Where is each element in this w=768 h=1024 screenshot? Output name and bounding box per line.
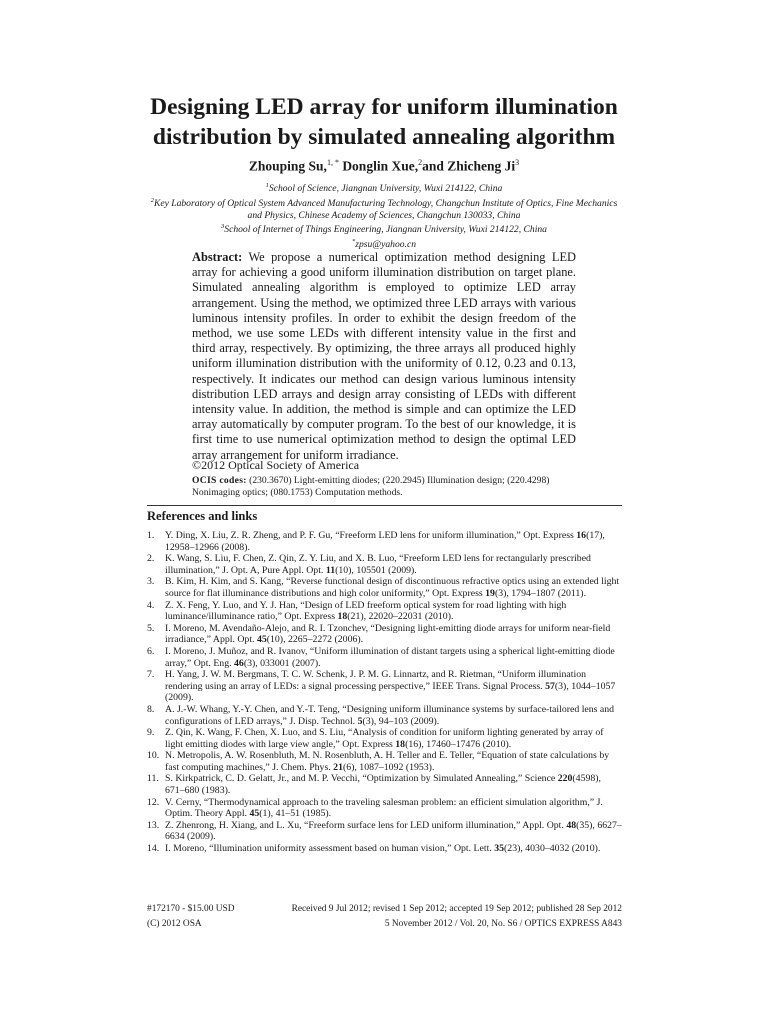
reference-item — [147, 750, 622, 773]
reference-number: 10. — [147, 750, 160, 762]
reference-pages: (10), 2265–2272 (2006). — [266, 634, 364, 646]
reference-number: 4. — [147, 599, 155, 611]
abstract-text: We propose a numerical optimization method designing LED array for achieving a good uniform illumination distribution on target plane. Simulated annealing algorithm is employed to optimize LED array arrangement. Using the method, we optimized three LED arrays with various luminous intensity profiles. In order to exhibit the design freedom of the method, we use some LEDs with different intensity value in the first and third array, respectively. By optimizing, the three arrays all produced highly uniform illumination distribution with the uniformity of 0.12, 0.23 and 0.13, respectively. It indicates our method can design various luminous intensity distribution LED arrays and design array consisting of LEDs with different intensity value. In addition, the method is simple and can optimize the LED array automatically by computer program. To the best of our knowledge, it is first time to use numerical optimization method to design the optimal LED array arrangement for uniform irradiance. — [192, 250, 576, 462]
paper-title — [100, 92, 668, 152]
reference-text: Z. X. Feng, Y. Luo, and Y. J. Han, “Design of LED freeform optical system for road lighting with high luminance/illuminance ratio,” Opt. Express — [165, 599, 567, 623]
reference-volume: 48 — [566, 819, 577, 831]
reference-item — [147, 843, 622, 855]
reference-pages: (3), 94–103 (2009). — [362, 715, 440, 727]
reference-text: N. Metropolis, A. W. Rosenbluth, M. N. Rosenbluth, A. H. Teller and E. Teller, “Equation of state calculations by fast computing machines,” J. Chem. Phys. — [165, 750, 610, 773]
reference-item — [147, 553, 622, 576]
reference-item — [147, 669, 622, 704]
reference-volume: 16 — [576, 530, 587, 541]
abstract — [192, 250, 576, 463]
reference-number: 7. — [147, 669, 155, 681]
reference-pages: (6), 1087–1092 (1953). — [342, 761, 435, 773]
reference-pages: (35), 6627–6634 (2009). — [165, 819, 622, 843]
author-3: and Zhicheng Ji — [422, 158, 516, 174]
affiliation-2-sup: 2 — [150, 196, 154, 204]
reference-item — [147, 820, 622, 843]
reference-pages: (10), 105501 (2009). — [335, 564, 417, 576]
reference-number: 5. — [147, 622, 155, 634]
reference-number: 11. — [147, 773, 159, 785]
reference-number: 14. — [147, 843, 160, 855]
reference-volume: 45 — [256, 634, 267, 646]
footer-journal-info: 5 November 2012 / Vol. 20, No. S6 / OPTICS EXPRESS A843 — [384, 919, 622, 929]
reference-text: S. Kirkpatrick, C. D. Gelatt, Jr., and M. P. Vecchi, “Optimization by Simulated Annealing,” Science — [165, 773, 558, 785]
reference-volume: 5 — [357, 715, 363, 727]
reference-item — [147, 576, 622, 599]
corresponding-email[interactable] — [150, 236, 618, 251]
author-2: Donglin Xue, — [338, 158, 419, 174]
affiliation-3-sup: 3 — [221, 223, 225, 231]
reference-item — [147, 727, 622, 750]
affiliation-3 — [150, 221, 618, 236]
footer-copyright: (C) 2012 OSA — [147, 919, 202, 929]
reference-text: V. Cerny, “Thermodynamical approach to the traveling salesman problem: an efficient simulation algorithm,” J. Optim. Theory Appl. — [165, 796, 603, 820]
reference-volume: 46 — [234, 657, 244, 669]
reference-pages: (3), 033001 (2007). — [243, 657, 321, 669]
reference-pages: (4598), 671–680 (1983). — [165, 773, 601, 797]
reference-number: 1. — [147, 530, 155, 541]
reference-item — [147, 530, 622, 553]
reference-volume: 21 — [333, 761, 343, 773]
footer-row-2 — [147, 917, 622, 932]
email-sup: * — [351, 237, 356, 245]
reference-item — [147, 646, 622, 669]
author-list — [100, 158, 668, 175]
section-divider — [147, 505, 622, 506]
reference-volume: 45 — [249, 808, 260, 820]
reference-pages: (23), 4030–4032 (2010). — [504, 843, 601, 855]
references-heading: References and links — [147, 509, 258, 523]
reference-number: 8. — [147, 703, 155, 715]
title-line-1: Designing LED array for uniform illumination — [150, 94, 618, 120]
reference-number: 9. — [147, 727, 155, 739]
reference-volume: 220 — [557, 773, 573, 785]
copyright-line: ©2012 Optical Society of America — [192, 458, 360, 472]
reference-text: H. Yang, J. W. M. Bergmans, T. C. W. Schenk, J. P. M. G. Linnartz, and R. Rietman, “Uniform illumination rendering using an array of LEDs: a signal processing perspective,” IEEE Trans. Signal Process. — [165, 669, 586, 692]
footer-manuscript-id: #172170 - $15.00 USD — [147, 904, 235, 914]
reference-number: 2. — [147, 553, 155, 565]
reference-item — [147, 773, 622, 796]
ocis-label: OCIS codes: — [192, 475, 247, 486]
reference-text: Z. Zhenrong, H. Xiang, and L. Xu, “Freeform surface lens for LED uniform illumination,” Appl. Opt. — [165, 819, 567, 831]
email-link[interactable]: zpsu@yahoo.cn — [355, 239, 417, 251]
reference-volume: 11 — [325, 564, 336, 576]
reference-text: I. Moreno, J. Muñoz, and R. Ivanov, “Uniform illumination of distant targets using a spherical light-emitting diode array,” Opt. Eng. — [165, 645, 615, 669]
reference-pages: (3), 1794–1807 (2011). — [494, 587, 587, 599]
reference-volume: 35 — [494, 843, 505, 855]
reference-text: A. J.-W. Whang, Y.-Y. Chen, and Y.-T. Teng, “Designing uniform illuminance systems by surface-tailored lens and configurations of LED arrays,” J. Disp. Technol. — [165, 703, 615, 727]
abstract-label: Abstract: — [192, 250, 243, 264]
reference-volume: 57 — [545, 680, 555, 692]
reference-text: B. Kim, H. Kim, and S. Kang, “Reverse functional design of discontinuous refractive optics using an extended light source for flat illuminance distributions and high color uniformity,” Opt. Express — [165, 576, 620, 599]
page-footer — [147, 902, 622, 932]
reference-number: 13. — [147, 819, 160, 831]
author-3-sup: 3 — [515, 158, 520, 167]
reference-text: I. Moreno, “Illumination uniformity assessment based on human vision,” Opt. Lett. — [165, 843, 495, 855]
title-line-2: distribution by simulated annealing algorithm — [152, 124, 616, 150]
affiliation-2-text: Key Laboratory of Optical System Advanced Manufacturing Technology, Changchun Institute of Optics, Fine Mechanics and Physics, Chinese Academy of Sciences, Changchun 130033, China — [153, 197, 618, 221]
ocis-text: (230.3670) Light-emitting diodes; (220.2945) Illumination design; (220.4298) Nonimaging optics; (080.1753) Computation methods. — [192, 475, 550, 498]
reference-text: I. Moreno, M. Avendaño-Alejo, and R. I. Tzonchev, “Designing light-emitting diode arrays for uniform near-field irradiance,” Appl. Opt. — [165, 622, 611, 646]
affiliation-1-sup: 1 — [265, 182, 269, 189]
reference-volume: 19 — [485, 587, 495, 599]
footer-row-1 — [147, 902, 622, 917]
reference-volume: 18 — [395, 738, 406, 750]
reference-text: Z. Qin, K. Wang, F. Chen, X. Luo, and S. Liu, “Analysis of condition for uniform lighting generated by array of light emitting diodes with large view angle,” Opt. Express — [165, 727, 604, 750]
reference-pages: (21), 22020–22031 (2010). — [347, 611, 454, 623]
affiliation-2 — [150, 195, 618, 221]
reference-number: 12. — [147, 796, 160, 808]
reference-item — [147, 797, 622, 820]
reference-item — [147, 623, 622, 646]
reference-number: 6. — [147, 645, 155, 657]
reference-item — [147, 704, 622, 727]
author-2-sup: 2 — [418, 158, 423, 167]
affiliation-1 — [150, 180, 618, 195]
reference-item — [147, 600, 622, 623]
reference-text: Y. Ding, X. Liu, Z. R. Zheng, and P. F. Gu, “Freeform LED lens for uniform illumination,” Opt. Express — [165, 530, 577, 541]
affiliation-3-text: School of Internet of Things Engineering, Jiangnan University, Wuxi 214122, China — [224, 224, 547, 236]
author-1-sup: 1, * — [326, 158, 339, 167]
affiliations — [150, 180, 618, 251]
reference-list — [147, 530, 622, 855]
ocis-codes — [192, 475, 576, 498]
affiliation-1-text: School of Science, Jiangnan University, Wuxi 214122, China — [268, 183, 503, 195]
reference-volume: 18 — [337, 611, 348, 623]
reference-pages: (17), 12958–12966 (2008). — [165, 530, 605, 553]
author-1: Zhouping Su, — [248, 158, 327, 174]
reference-pages: (1), 41–51 (1985). — [259, 808, 332, 820]
reference-number: 3. — [147, 576, 155, 588]
footer-dates: Received 9 Jul 2012; revised 1 Sep 2012; accepted 19 Sep 2012; published 28 Sep 2012 — [291, 904, 622, 914]
reference-pages: (3), 1044–1057 (2009). — [165, 680, 616, 704]
reference-text: K. Wang, S. Liu, F. Chen, Z. Qin, Z. Y. Liu, and X. B. Luo, “Freeform LED lens for rectangularly prescribed illumination,” J. Opt. A, Pure Appl. Opt. — [165, 553, 591, 576]
reference-pages: (16), 17460–17476 (2010). — [405, 738, 512, 750]
